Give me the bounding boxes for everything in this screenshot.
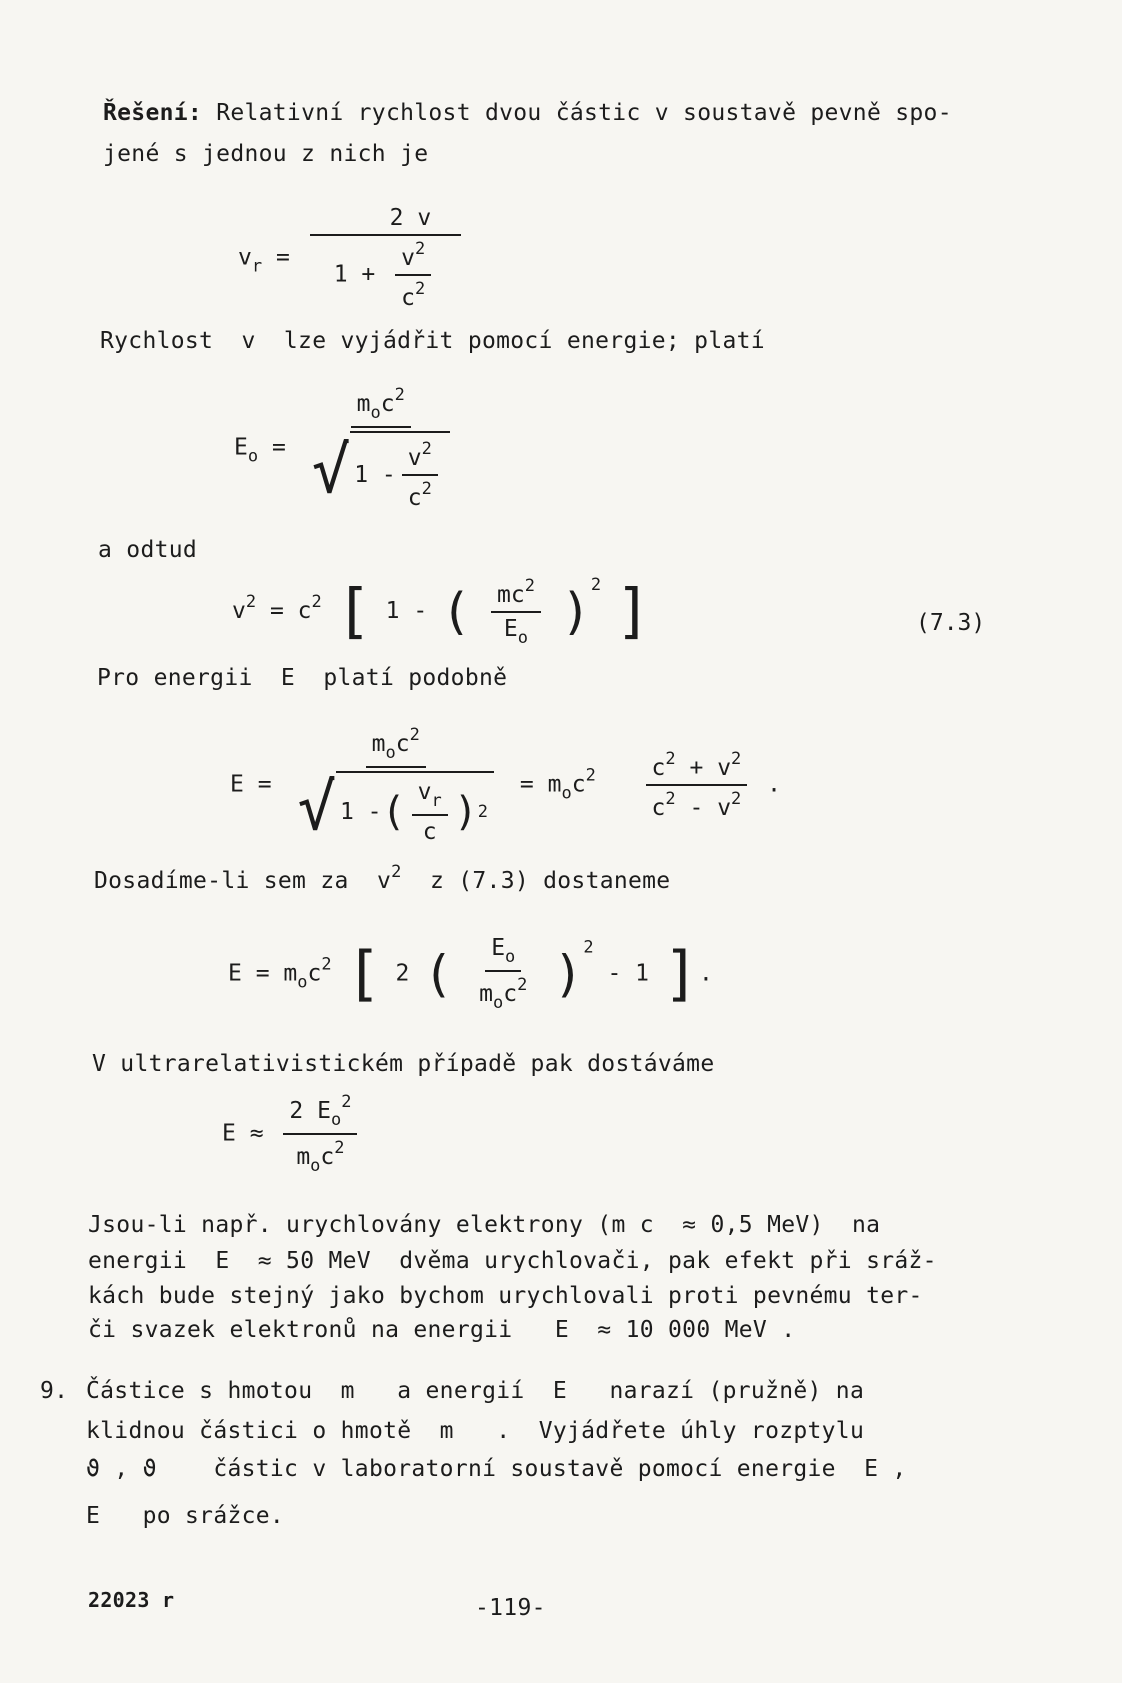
eq-E-equals-m: = m [519, 771, 562, 798]
text-substitute-a: Dosadíme-li sem za [94, 868, 349, 894]
text-substitute-b: z (7.3) dostaneme [429, 868, 671, 894]
eq-E2-lhs-exp: 2 [321, 954, 332, 975]
eq-approx-fraction [283, 1092, 357, 1176]
eq-E0-inner-num-exp: 2 [421, 439, 432, 459]
solution-line-2: jené s jednou z nich je [103, 141, 429, 167]
eq-E-rhs-plus-exp: 2 [731, 749, 742, 769]
eq-vr-numerator: 2 v [310, 205, 462, 236]
eq-E-rad-prefix: 1 - [339, 799, 382, 825]
eq-E-rhs-c: c [571, 771, 586, 798]
paragraph-line-4: či svazek elektronů na energii E ≈ 10 000 MeV . [88, 1317, 796, 1343]
eq-v2-frac-num-exp: 2 [524, 575, 535, 596]
eq-E-rhs-num-c: c [651, 755, 666, 781]
eq-vr-lhs: v [238, 244, 252, 271]
eq-E0-inner-num: v [407, 445, 422, 471]
eq-E-num-c: c [395, 731, 410, 757]
eq-E-rad-exp: 2 [477, 802, 489, 822]
equation-v2: $v^2 = c^2$ [ 1 - ( $\frac{mc^2}{E_o}$ )$^2$ ] [232, 575, 652, 648]
eq-E-sqrt: √ 1 - ( $\frac{v_r}{c}$ ) 2 [297, 771, 494, 845]
eq-vr-lhs-sub: r [251, 256, 263, 277]
eq-E-rhs-minus-exp: 2 [731, 789, 742, 809]
eq-E-rhs-den-c-exp: 2 [665, 789, 676, 809]
eq-E2-lhs-sub: o [297, 972, 308, 993]
page-number: -119- [475, 1595, 546, 1621]
eq-E2-den-exp: 2 [517, 975, 528, 995]
eq-v2-one-minus: 1 - [385, 598, 428, 624]
eq-E2-den-m: m [479, 981, 493, 1007]
eq-vr-inner-fraction [395, 239, 431, 311]
problem-line-1: Částice s hmotou m a energií E narazí (pružně) na [86, 1378, 865, 1404]
eq-E2-fraction [473, 935, 533, 1013]
equation-number: (7.3) [916, 610, 986, 636]
eq-approx-num: 2 E [289, 1098, 331, 1124]
eq-E-fraction [291, 725, 500, 845]
eq-E-num-m: m [371, 731, 386, 757]
text-ultra: V ultrarelativistickém případě pak dostáváme [92, 1051, 715, 1077]
eq-E2-den-sub: o [493, 993, 504, 1013]
eq-v2-paren-exp: 2 [590, 575, 602, 595]
eq-vr-denominator [328, 236, 444, 311]
paragraph-line-3: kách bude stejný jako bychom urychlovali proti pevnému ter- [88, 1283, 923, 1309]
problem-number: 9. [40, 1378, 69, 1404]
eq-E0-sqrt: √ 1 - $\frac{v^2}{c^2}$ [312, 431, 450, 511]
eq-vr-inner-num: v [401, 245, 415, 271]
eq-E-dot: . [767, 771, 782, 798]
eq-approx-den-c: c [320, 1144, 335, 1170]
paragraph-line-1: Jsou-li např. urychlovány elektrony (m c ≈ 0,5 MeV) na [88, 1212, 881, 1238]
eq-vr-inner-den: c [401, 285, 415, 311]
eq-approx-den-m: m [296, 1144, 311, 1170]
eq-E-vr: v [417, 779, 432, 805]
eq-E-rhs-sub: o [561, 783, 572, 804]
solution-text-1: Relativní rychlost dvou částic v soustavě pevně spo- [216, 100, 952, 126]
eq-E2-two: 2 [395, 960, 410, 987]
solution-line-1 [103, 96, 952, 131]
eq-E2-minus-one: - 1 [607, 960, 649, 987]
eq-v2-fraction [491, 576, 541, 648]
eq-E-lhs: E [230, 771, 244, 798]
eq-E2-den-c: c [503, 981, 518, 1007]
eq-E0-rad-prefix: 1 - [354, 462, 396, 488]
eq-v2-frac-den-sub: o [517, 627, 529, 648]
eq-v2-c: c [297, 598, 312, 624]
eq-E0-num-m: m [356, 391, 371, 417]
eq-E-rhs-plus: + v [689, 755, 732, 781]
eq-E2-num: E [491, 935, 506, 961]
eq-E-rhs-num-c-exp: 2 [665, 749, 676, 769]
eq-E0-inner-den: c [407, 485, 422, 511]
equation-E0: $E_o$ = $m_oc^2$ √ 1 - $\frac{v^2}{c^2}$ [234, 385, 462, 511]
equation-vr: $v_r$ = 2 v 1 + $\frac{v^2}{c^2}$ [238, 205, 467, 311]
text-energy: Pro energii E platí podobně [97, 665, 508, 691]
eq-vr-fraction [310, 205, 462, 311]
eq-E-rhs-fraction [646, 749, 748, 821]
text-substitute-v-exp: 2 [391, 862, 402, 882]
eq-v2-frac-den: E [503, 615, 518, 642]
eq-E0-lhs-sub: o [247, 446, 259, 467]
problem-line-3: ϑ , ϑ částic v laboratorní soustavě pomocí energie E , [86, 1456, 907, 1482]
equation-E2: $E = m_oc^2$ [ 2 ( $\frac{E_o}{m_oc^2}$ )$^2$ - 1 ]. [228, 935, 713, 1013]
eq-approx-den-sub: o [310, 1156, 321, 1176]
eq-approx-num-sub: o [330, 1110, 342, 1130]
paragraph-line-2: energii E ≈ 50 MeV dvěma urychlovači, pak efekt při sráž- [88, 1248, 937, 1274]
eq-E-rad-den: c [422, 819, 437, 845]
text-substitute [94, 860, 670, 899]
eq-approx-num-exp: 2 [341, 1092, 352, 1112]
eq-v2-c-exp: 2 [311, 592, 322, 612]
eq-v2-frac-num: mc [497, 581, 525, 608]
eq-v2-lhs: v [232, 598, 246, 624]
eq-E2-num-sub: o [505, 947, 516, 967]
eq-v2-lhs-exp: 2 [245, 592, 257, 612]
eq-E-rhs-minus: - v [689, 795, 732, 821]
eq-E0-num-exp: 2 [394, 385, 405, 405]
solution-label: Řešení: [103, 100, 203, 126]
eq-E-vr-sub: r [431, 791, 442, 811]
eq-vr-inner-den-exp: 2 [414, 279, 426, 299]
problem-line-4: E po srážce. [86, 1503, 285, 1529]
eq-E2-lhs: E = m [228, 960, 298, 987]
eq-E-num-exp: 2 [409, 725, 420, 745]
problem-line-2: klidnou částici o hmotě m . Vyjádřete úhly rozptylu [86, 1418, 865, 1444]
eq-approx-lhs: E ≈ [222, 1120, 264, 1147]
eq-E-rhs-exp: 2 [585, 765, 596, 786]
eq-E2-lhs-c: c [307, 960, 322, 987]
eq-vr-inner-num-exp: 2 [414, 239, 426, 259]
eq-E0-lhs: E [234, 434, 248, 461]
eq-vr-den-prefix: 1 + [333, 261, 376, 288]
eq-E0-fraction [306, 385, 456, 511]
eq-E0-inner-den-exp: 2 [421, 479, 432, 499]
text-speed: Rychlost v lze vyjádřit pomocí energie; platí [100, 328, 765, 354]
eq-E-num-sub: o [385, 743, 396, 763]
eq-E2-dot: . [698, 960, 713, 987]
text-hence: a odtud [98, 537, 198, 563]
equation-approx [222, 1092, 363, 1176]
text-substitute-v: v [376, 868, 392, 894]
eq-E-rhs-den-c: c [651, 795, 666, 821]
eq-approx-den-exp: 2 [334, 1138, 345, 1158]
eq-E0-num-c: c [380, 391, 395, 417]
footer-code: 22023 r [88, 1588, 175, 1612]
eq-E2-paren-exp: 2 [583, 937, 594, 958]
equation-E: E = $m_oc^2$ √ 1 - ( $\frac{v_r}{c}$ ) 2 = $m_oc^2$ $\frac{c^2 + v^2}{c^2 - v^2}$ . [230, 725, 782, 845]
eq-E0-num-sub: o [370, 403, 381, 423]
